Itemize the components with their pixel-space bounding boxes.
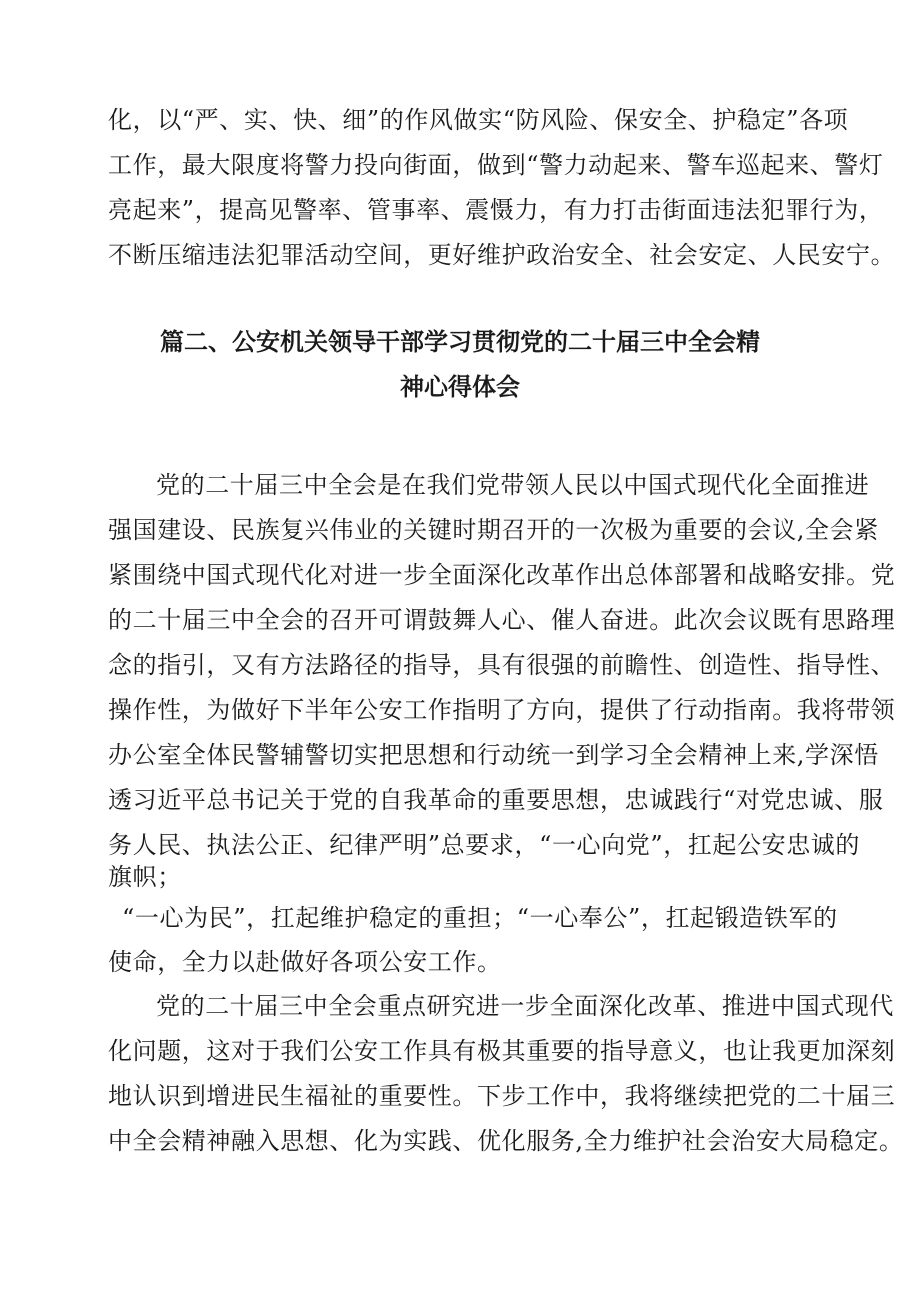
continuation-line-2: 工作，最大限度将警力投向街面，做到“警力动起来、警车巡起来、警灯 [108, 151, 884, 179]
paragraph1-line-10: 旗帜； [108, 863, 182, 891]
paragraph3-line-3: 地认识到增进民生福祉的重要性。下步工作中，我将继续把党的二十届三 [108, 1082, 896, 1110]
continuation-line-4: 不断压缩违法犯罪活动空间，更好维护政治安全、社会安定、人民安宁。 [108, 241, 896, 269]
paragraph2-line-1: “一心为民”，扛起维护稳定的重担；“一心奉公”，扛起锻造铁军的 [122, 904, 838, 932]
paragraph1-line-1: 党的二十届三中全会是在我们党带领人民以中国式现代化全面推进 [156, 471, 870, 499]
paragraph1-line-8: 透习近平总书记关于党的自我革命的重要思想，忠诚践行“对党忠诚、服 [108, 786, 884, 814]
section-title-line-2: 神心得体会 [400, 373, 520, 401]
paragraph3-line-4: 中全会精神融入思想、化为实践、优化服务,全力维护社会治安大局稳定。 [108, 1127, 904, 1155]
section-title-line-1: 篇二、公安机关领导干部学习贯彻党的二十届三中全会精 [160, 328, 760, 356]
paragraph1-line-7: 办公室全体民警辅警切实把思想和行动统一到学习全会精神上来,学深悟 [108, 741, 879, 769]
continuation-line-1: 化，以“严、实、快、细”的作风做实“防风险、保安全、护稳定”各项 [108, 106, 849, 134]
paragraph1-line-5: 念的指引，又有方法路径的指导，具有很强的前瞻性、创造性、指导性、 [108, 651, 896, 679]
paragraph1-line-6: 操作性，为做好下半年公安工作指明了方向，提供了行动指南。我将带领 [108, 696, 896, 724]
paragraph1-line-2: 强国建设、民族复兴伟业的关键时期召开的一次极为重要的会议,全会紧 [108, 516, 879, 544]
paragraph3-line-2: 化问题，这对于我们公安工作具有极其重要的指导意义，也让我更加深刻 [108, 1037, 896, 1065]
paragraph1-line-4: 的二十届三中全会的召开可谓鼓舞人心、催人奋进。此次会议既有思路理 [108, 606, 896, 634]
paragraph1-line-3: 紧围绕中国式现代化对进一步全面深化改革作出总体部署和战略安排。党 [108, 561, 896, 589]
paragraph1-line-9: 务人民、执法公正、纪律严明”总要求，“一心向党”，扛起公安忠诚的 [108, 831, 861, 859]
paragraph3-line-1: 党的二十届三中全会重点研究进一步全面深化改革、推进中国式现代 [156, 992, 894, 1020]
paragraph2-line-2: 使命，全力以赴做好各项公安工作。 [108, 948, 502, 976]
continuation-line-3: 亮起来”，提高见警率、管事率、震慑力，有力打击街面违法犯罪行为， [108, 196, 884, 224]
